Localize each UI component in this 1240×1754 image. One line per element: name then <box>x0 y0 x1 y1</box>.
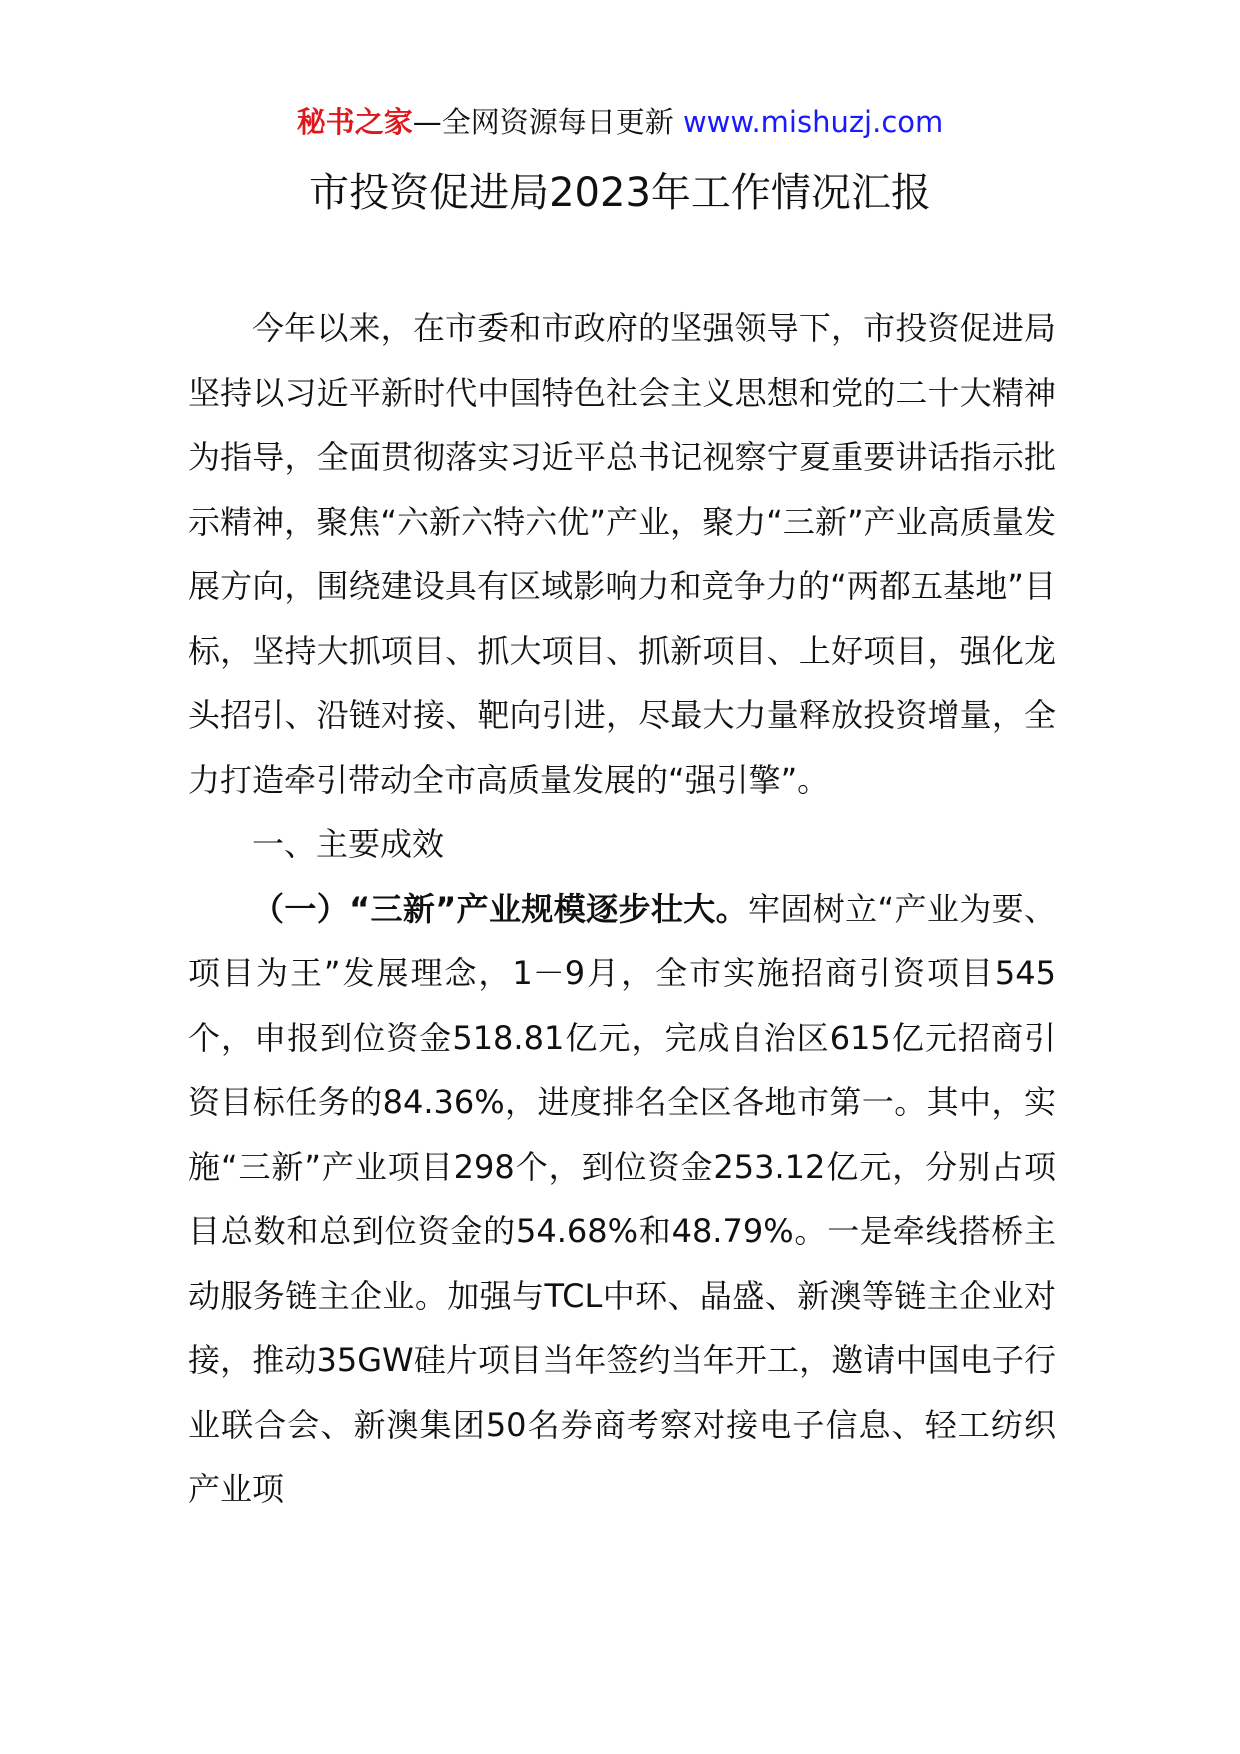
subsection-paragraph <box>188 877 1056 1522</box>
site-url-link[interactable]: www.mishuzj.com <box>682 105 944 139</box>
site-header <box>0 100 1240 144</box>
subsection-text: 牢固树立“产业为要、项目为王”发展理念，1－9月，全市实施招商引资项目545个，申报到位资金518.81亿元，完成自治区615亿元招商引资目标任务的84.36%，进度排名全区各地市第一。其中，实施“三新”产业项目298个，到位资金253.12亿元，分别占项目总数和总到位资金的54.68%和48.79%。一是牵线搭桥主动服务链主企业。加强与TCL中环、晶盛、新澳等链主企业对接，推动35GW硅片项目当年签约当年开工，邀请中国电子行业联合会、新澳集团50名券商考察对接电子信息、轻工纺织产业项 <box>188 889 1056 1508</box>
subsection-heading: （一）“三新”产业规模逐步壮大。 <box>252 889 749 928</box>
brand-name: 秘书之家 <box>296 105 413 139</box>
section-heading: 一、主要成效 <box>252 825 445 863</box>
header-tagline: —全网资源每日更新 <box>412 105 674 139</box>
document-title: 市投资促进局2023年工作情况汇报 <box>309 170 931 216</box>
intro-paragraph: 今年以来，在市委和市政府的坚强领导下，市投资促进局坚持以习近平新时代中国特色社会主义思想和党的二十大精神为指导，全面贯彻落实习近平总书记视察宁夏重要讲话指示批示精神，聚焦“六新六特六优”产业，聚力“三新”产业高质量发展方向，围绕建设具有区域影响力和竞争力的“两都五基地”目标，坚持大抓项目、抓大项目、抓新项目、上好项目，强化龙头招引、沿链对接、靶向引进，尽最大力量释放投资增量，全力打造牵引带动全市高质量发展的“强引擎”。 <box>188 309 1056 799</box>
document-body <box>188 296 1056 1522</box>
